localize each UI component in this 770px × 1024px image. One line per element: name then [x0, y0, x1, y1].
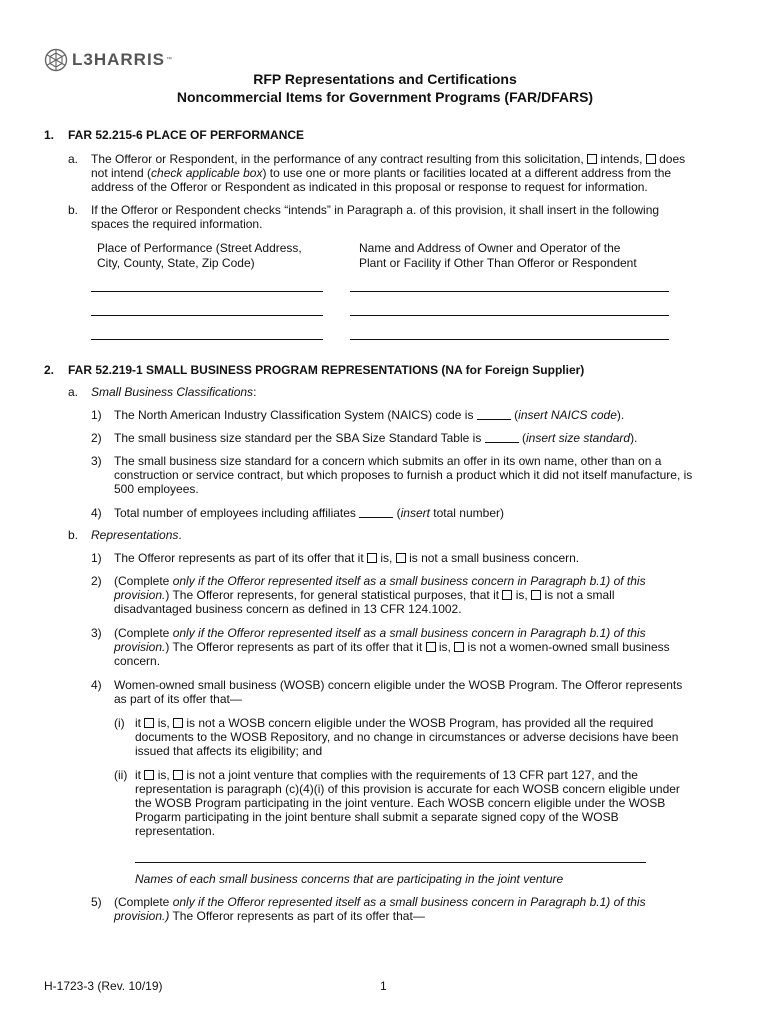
logo-trademark: ™ — [166, 57, 173, 63]
section-2a-colon: : — [253, 385, 257, 399]
rep-3-number: 3) — [91, 626, 102, 640]
rep-3-line-2 — [114, 640, 670, 654]
employees-label: Total number of employees including affiliates — [114, 506, 356, 520]
rep-4i-line-1 — [135, 716, 653, 730]
rep-2-is: is, — [515, 588, 528, 602]
section-1a-l2-start: not intend ( — [91, 166, 152, 180]
intends-label: intends, — [600, 152, 643, 166]
rep-4ii-line-3: the WOSB Program participating in the joint venture. Each WOSB concern eligible under the WOSB — [135, 796, 666, 810]
section-2a-title — [91, 385, 256, 399]
section-2-number: 2. — [44, 363, 55, 377]
rep-5-number: 5) — [91, 895, 102, 909]
section-2-heading: FAR 52.219-1 SMALL BUSINESS PROGRAM REPRESENTATIONS (NA for Foreign Supplier) — [68, 363, 585, 377]
rep-3-l1-italic: only if the Offeror represented itself as a small business concern in Paragraph b.1) of this — [172, 626, 646, 640]
logo-wordmark: L3HARRIS — [72, 50, 166, 69]
rep-2-line-3: disadvantaged business concern as defined in 13 CFR 124.1002. — [114, 602, 462, 616]
section-2b-label: b. — [68, 528, 79, 542]
naics-hint: insert NAICS code — [518, 408, 617, 422]
wosb-is-not-checkbox[interactable] — [173, 718, 183, 728]
naics-code-field[interactable] — [477, 409, 511, 420]
item-2a3-line-2: construction or service contract, but which proposes to furnish a product which it did not itself manufacture, is — [114, 468, 693, 482]
section-1a-line-1 — [91, 152, 685, 166]
item-2a4-number: 4) — [91, 506, 102, 520]
naics-end: ). — [616, 408, 625, 422]
owner-operator-line-2[interactable] — [350, 315, 669, 316]
place-of-performance-line-2[interactable] — [91, 315, 323, 316]
naics-label: The North American Industry Classification System (NAICS) code is — [114, 408, 474, 422]
rep-1-end: is not a small business concern. — [409, 551, 580, 565]
rep-5-line-2 — [114, 909, 425, 923]
rep-4-line-1: Women-owned small business (WOSB) concern eligible under the WOSB Program. The Offeror represents — [114, 678, 683, 692]
joint-venture-names-line[interactable] — [135, 862, 646, 863]
rep-3-is: is, — [438, 640, 451, 654]
rep-2-l2-italic: provision. — [114, 588, 166, 602]
joint-venture-is-not-checkbox[interactable] — [173, 770, 183, 780]
rep-5-l1-italic: only if the Offeror represented itself as a small business concern in Paragraph b.1) of this — [172, 895, 646, 909]
section-1a-line-2 — [91, 166, 671, 180]
rep-4ii-line-2: representation is paragraph (c)(4)(i) of this provision is accurate for each WOSB concern eligible under — [135, 782, 680, 796]
rep-4i-it: it — [135, 716, 141, 730]
small-business-is-not-checkbox[interactable] — [396, 553, 406, 563]
employees-paren: ( — [396, 506, 401, 520]
section-1a-text: The Offeror or Respondent, in the performance of any contract resulting from this solicitation, — [91, 152, 584, 166]
section-1b-line-1: If the Offeror or Respondent checks “intends” in Paragraph a. of this provision, it shall insert in the following — [91, 203, 660, 217]
women-owned-is-not-checkbox[interactable] — [454, 642, 464, 652]
logo-mark-icon — [44, 48, 68, 72]
section-1a-line-3: address of the Offeror or Respondent as indicated in this proposal or response to request for information. — [91, 180, 648, 194]
section-2b-title-text: Representations — [91, 528, 179, 542]
section-1a-label: a. — [68, 152, 79, 166]
employees-end: total number) — [429, 506, 504, 520]
item-2a4-text — [114, 506, 504, 520]
size-standard-end: ). — [630, 431, 638, 445]
section-1b-label: b. — [68, 203, 79, 217]
rep-2-isnot: is not a small — [544, 588, 615, 602]
rep-4ii-is: is, — [157, 768, 170, 782]
rep-5-line-1 — [114, 895, 646, 909]
wosb-is-checkbox[interactable] — [144, 718, 154, 728]
owner-operator-line-1[interactable] — [350, 291, 669, 292]
rep-2-l2-end: ) The Offeror represents, for general statistical purposes, that it — [165, 588, 500, 602]
small-business-is-checkbox[interactable] — [367, 553, 377, 563]
rep-5-l2-italic: provision.) — [114, 909, 170, 923]
rep-5-l1-start: (Complete — [114, 895, 173, 909]
size-standard-field[interactable] — [485, 432, 519, 443]
section-1-heading: FAR 52.215-6 PLACE OF PERFORMANCE — [68, 128, 305, 142]
rep-3-l1-start: (Complete — [114, 626, 173, 640]
rep-4i-is: is, — [157, 716, 170, 730]
employees-hint: insert — [400, 506, 430, 520]
rep-4-line-2: as part of its offer that— — [114, 692, 242, 706]
form-identifier: H-1723-3 (Rev. 10/19) — [44, 979, 163, 993]
does-label: does — [659, 152, 686, 166]
place-of-performance-line-3[interactable] — [91, 339, 323, 340]
rep-3-line-3: concern. — [114, 654, 161, 668]
size-standard-hint: insert size standard — [526, 431, 631, 445]
disadvantaged-is-not-checkbox[interactable] — [531, 590, 541, 600]
item-2a1-number: 1) — [91, 408, 102, 422]
rep-3-isnot: is not a women-owned small business — [467, 640, 670, 654]
item-2a3-line-1: The small business size standard for a concern which submits an offer in its own name, other than on a — [114, 454, 662, 468]
joint-venture-names-caption: Names of each small business concerns that are participating in the joint venture — [135, 872, 564, 886]
rep-5-l2-end: The Offeror represents as part of its offer that— — [169, 909, 425, 923]
rep-1-text — [114, 551, 579, 565]
document-title: RFP Representations and Certifications — [253, 71, 517, 87]
place-of-performance-line-1[interactable] — [91, 291, 323, 292]
disadvantaged-is-checkbox[interactable] — [502, 590, 512, 600]
rep-2-number: 2) — [91, 574, 102, 588]
rep-3-l2-end: ) The Offeror represents as part of its offer that it — [165, 640, 423, 654]
rep-3-l2-italic: provision. — [114, 640, 166, 654]
item-2a2-text — [114, 431, 637, 445]
section-1a-l2-end: ) to use one or more plants or facilities located at a different address from the — [262, 166, 672, 180]
section-1a-l2-italic: check applicable box — [151, 166, 263, 180]
place-of-performance-header-2: City, County, State, Zip Code) — [97, 256, 255, 270]
item-2a1-text — [114, 408, 624, 422]
rep-4ii-line-5: representation. — [135, 824, 216, 838]
size-standard-paren: ( — [522, 431, 526, 445]
rep-3-line-1 — [114, 626, 646, 640]
section-2b-dot: . — [178, 528, 182, 542]
section-2a-title-text: Small Business Classifications — [91, 385, 254, 399]
joint-venture-is-checkbox[interactable] — [144, 770, 154, 780]
size-standard-label: The small business size standard per the SBA Size Standard Table is — [114, 431, 482, 445]
section-2a-label: a. — [68, 385, 79, 399]
section-1-number: 1. — [44, 128, 55, 142]
section-2b-title — [91, 528, 182, 542]
place-of-performance-header-1: Place of Performance (Street Address, — [97, 241, 302, 255]
rep-4i-line-2: documents to the WOSB Repository, and no change in circumstances or adverse decisions have been — [135, 730, 679, 744]
rep-4ii-l1-end: is not a joint venture that complies with the requirements of 13 CFR part 127, and the — [186, 768, 638, 782]
rep-4-number: 4) — [91, 678, 102, 692]
item-2a3-number: 3) — [91, 454, 102, 468]
rep-4ii-line-1 — [135, 768, 638, 782]
document-subtitle: Noncommercial Items for Government Programs (FAR/DFARS) — [176, 89, 594, 105]
rep-1-is: is, — [380, 551, 393, 565]
naics-paren: ( — [514, 408, 519, 422]
rep-2-l1-start: (Complete — [114, 574, 173, 588]
rep-4ii-line-4: Progarm participating in the joint benture shall submit a separate signed copy of the WOSB — [135, 810, 619, 824]
owner-operator-header-2: Plant or Facility if Other Than Offeror or Respondent — [359, 256, 637, 270]
rep-4i-line-3: issued that affects its eligibility; and — [135, 744, 323, 758]
section-1b-line-2: spaces the required information. — [91, 217, 263, 231]
rep-4ii-it: it — [135, 768, 141, 782]
item-2a2-number: 2) — [91, 431, 102, 445]
rep-4i-number: (i) — [114, 716, 125, 730]
women-owned-is-checkbox[interactable] — [426, 642, 436, 652]
owner-operator-header-1: Name and Address of Owner and Operator of the — [359, 241, 621, 255]
item-2a3-line-3: 500 employees. — [114, 482, 199, 496]
rep-4ii-number: (ii) — [114, 768, 128, 782]
rep-2-l1-italic: only if the Offeror represented itself as a small business concern in Paragraph b.1) of this — [172, 574, 646, 588]
rep-2-line-2 — [114, 588, 614, 602]
rep-1-start: The Offeror represents as part of its offer that it — [114, 551, 364, 565]
rep-1-number: 1) — [91, 551, 102, 565]
rep-4i-l1-end: is not a WOSB concern eligible under the WOSB Program, has provided all the required — [186, 716, 654, 730]
employees-field[interactable] — [359, 507, 393, 518]
intends-checkbox[interactable] — [587, 154, 597, 164]
rep-2-line-1 — [114, 574, 646, 588]
page-number: 1 — [380, 979, 387, 993]
owner-operator-line-3[interactable] — [350, 339, 669, 340]
does-not-intend-checkbox[interactable] — [646, 154, 656, 164]
